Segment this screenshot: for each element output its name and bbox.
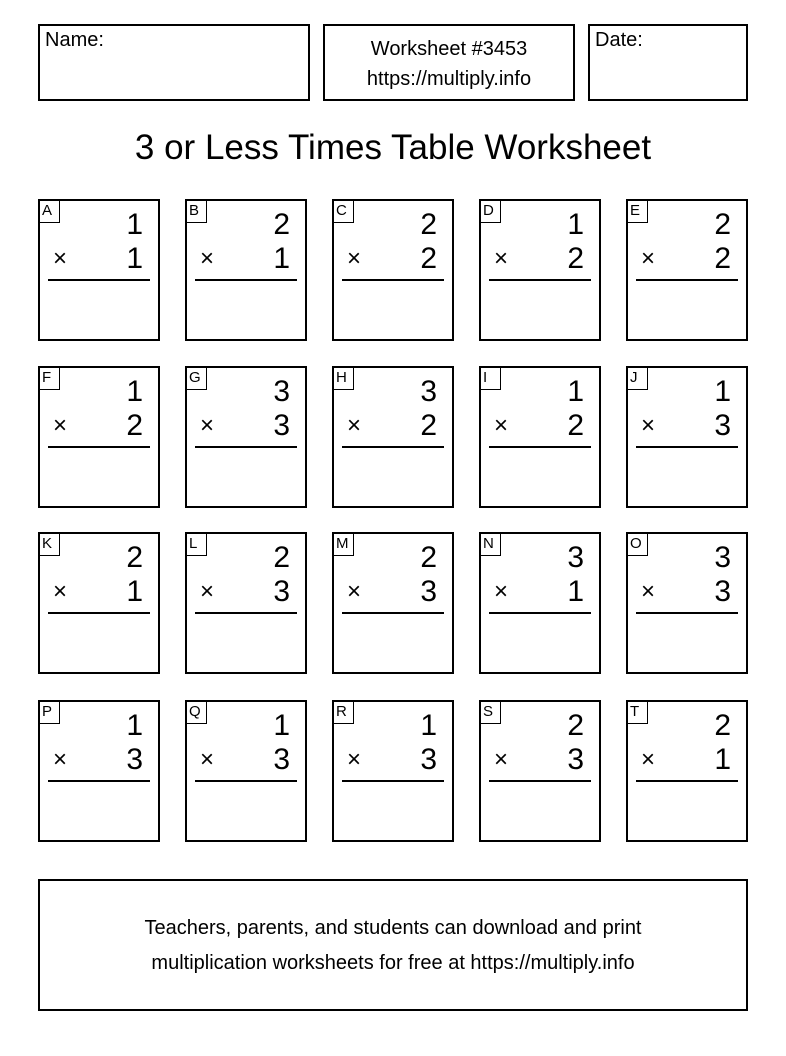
multiplier: 3 — [273, 575, 290, 608]
problem-box — [185, 199, 307, 341]
multiplier: 3 — [567, 743, 584, 776]
multiplicand: 1 — [567, 375, 584, 408]
multiplicand: 1 — [126, 709, 143, 742]
name-label: Name: — [45, 29, 104, 51]
times-sign: × — [494, 245, 509, 272]
problem-box — [479, 366, 601, 508]
multiplicand: 2 — [420, 208, 437, 241]
problem-box — [626, 366, 748, 508]
multiplier: 3 — [126, 743, 143, 776]
footer-line-2: multiplication worksheets for free at https://multiply.info — [151, 952, 635, 974]
problem-letter: H — [332, 366, 354, 390]
answer-line — [195, 446, 297, 448]
problem-letter: N — [479, 532, 501, 556]
problem-letter: C — [332, 199, 354, 223]
problem-box — [626, 199, 748, 341]
problem-letter: G — [185, 366, 207, 390]
multiplier: 2 — [126, 409, 143, 442]
multiplier: 1 — [126, 575, 143, 608]
multiplicand: 1 — [273, 709, 290, 742]
multiplicand: 2 — [714, 208, 731, 241]
times-sign: × — [347, 412, 362, 439]
problem-box — [479, 532, 601, 674]
multiplier: 2 — [420, 409, 437, 442]
answer-line — [48, 612, 150, 614]
problem-letter: L — [185, 532, 207, 556]
problem-box — [38, 366, 160, 508]
multiplier: 2 — [567, 409, 584, 442]
times-sign: × — [53, 412, 68, 439]
problem-box — [38, 532, 160, 674]
times-sign: × — [641, 412, 656, 439]
times-sign: × — [53, 746, 68, 773]
problem-box — [38, 700, 160, 842]
problem-letter: P — [38, 700, 60, 724]
times-sign: × — [200, 578, 215, 605]
problem-box — [479, 199, 601, 341]
footer-line-1: Teachers, parents, and students can download and print — [144, 917, 642, 939]
multiplier: 1 — [714, 743, 731, 776]
date-field-box — [588, 24, 748, 101]
answer-line — [48, 446, 150, 448]
problem-box — [38, 199, 160, 341]
problem-letter: R — [332, 700, 354, 724]
multiplicand: 2 — [714, 709, 731, 742]
times-sign: × — [494, 412, 509, 439]
problem-letter: I — [479, 366, 501, 390]
problem-letter: D — [479, 199, 501, 223]
problem-box — [332, 366, 454, 508]
times-sign: × — [494, 746, 509, 773]
answer-line — [489, 446, 591, 448]
answer-line — [195, 780, 297, 782]
multiplicand: 1 — [126, 208, 143, 241]
date-label: Date: — [595, 29, 643, 51]
multiplicand: 1 — [567, 208, 584, 241]
times-sign: × — [200, 245, 215, 272]
multiplicand: 3 — [567, 541, 584, 574]
multiplier: 1 — [126, 242, 143, 275]
problem-box — [185, 700, 307, 842]
answer-line — [636, 279, 738, 281]
problem-letter: E — [626, 199, 648, 223]
problem-box — [185, 532, 307, 674]
times-sign: × — [347, 746, 362, 773]
multiplicand: 2 — [126, 541, 143, 574]
times-sign: × — [53, 245, 68, 272]
times-sign: × — [641, 746, 656, 773]
multiplicand: 1 — [126, 375, 143, 408]
multiplicand: 1 — [714, 375, 731, 408]
problem-box — [626, 700, 748, 842]
times-sign: × — [641, 245, 656, 272]
worksheet-url: https://multiply.info — [366, 68, 532, 90]
answer-line — [489, 780, 591, 782]
problem-box — [332, 700, 454, 842]
worksheet-id-box — [323, 24, 575, 101]
multiplicand: 3 — [714, 541, 731, 574]
problem-letter: K — [38, 532, 60, 556]
multiplier: 3 — [273, 409, 290, 442]
name-field-box — [38, 24, 310, 101]
times-sign: × — [53, 578, 68, 605]
multiplicand: 2 — [420, 541, 437, 574]
multiplier: 2 — [567, 242, 584, 275]
answer-line — [636, 446, 738, 448]
multiplicand: 2 — [273, 541, 290, 574]
problem-letter: M — [332, 532, 354, 556]
answer-line — [342, 780, 444, 782]
multiplicand: 2 — [567, 709, 584, 742]
answer-line — [342, 612, 444, 614]
multiplicand: 1 — [420, 709, 437, 742]
answer-line — [636, 780, 738, 782]
problem-box — [626, 532, 748, 674]
answer-line — [48, 279, 150, 281]
answer-line — [636, 612, 738, 614]
footer-note — [38, 879, 748, 1011]
multiplier: 3 — [273, 743, 290, 776]
multiplicand: 3 — [420, 375, 437, 408]
times-sign: × — [494, 578, 509, 605]
problem-letter: J — [626, 366, 648, 390]
answer-line — [195, 279, 297, 281]
worksheet-number: Worksheet #3453 — [370, 38, 528, 60]
times-sign: × — [200, 746, 215, 773]
multiplier: 3 — [714, 575, 731, 608]
problem-box — [185, 366, 307, 508]
problem-letter: F — [38, 366, 60, 390]
problem-box — [332, 199, 454, 341]
multiplier: 1 — [273, 242, 290, 275]
times-sign: × — [641, 578, 656, 605]
multiplicand: 2 — [273, 208, 290, 241]
problem-letter: B — [185, 199, 207, 223]
multiplier: 2 — [714, 242, 731, 275]
times-sign: × — [200, 412, 215, 439]
problem-letter: O — [626, 532, 648, 556]
answer-line — [489, 612, 591, 614]
multiplicand: 3 — [273, 375, 290, 408]
problem-box — [332, 532, 454, 674]
problem-letter: T — [626, 700, 648, 724]
multiplier: 3 — [714, 409, 731, 442]
times-sign: × — [347, 245, 362, 272]
multiplier: 3 — [420, 575, 437, 608]
answer-line — [342, 446, 444, 448]
answer-line — [489, 279, 591, 281]
multiplier: 1 — [567, 575, 584, 608]
answer-line — [342, 279, 444, 281]
answer-line — [48, 780, 150, 782]
problem-letter: S — [479, 700, 501, 724]
page-title: 3 or Less Times Table Worksheet — [134, 128, 652, 167]
multiplier: 2 — [420, 242, 437, 275]
problem-box — [479, 700, 601, 842]
answer-line — [195, 612, 297, 614]
times-sign: × — [347, 578, 362, 605]
multiplier: 3 — [420, 743, 437, 776]
problem-letter: Q — [185, 700, 207, 724]
problem-letter: A — [38, 199, 60, 223]
